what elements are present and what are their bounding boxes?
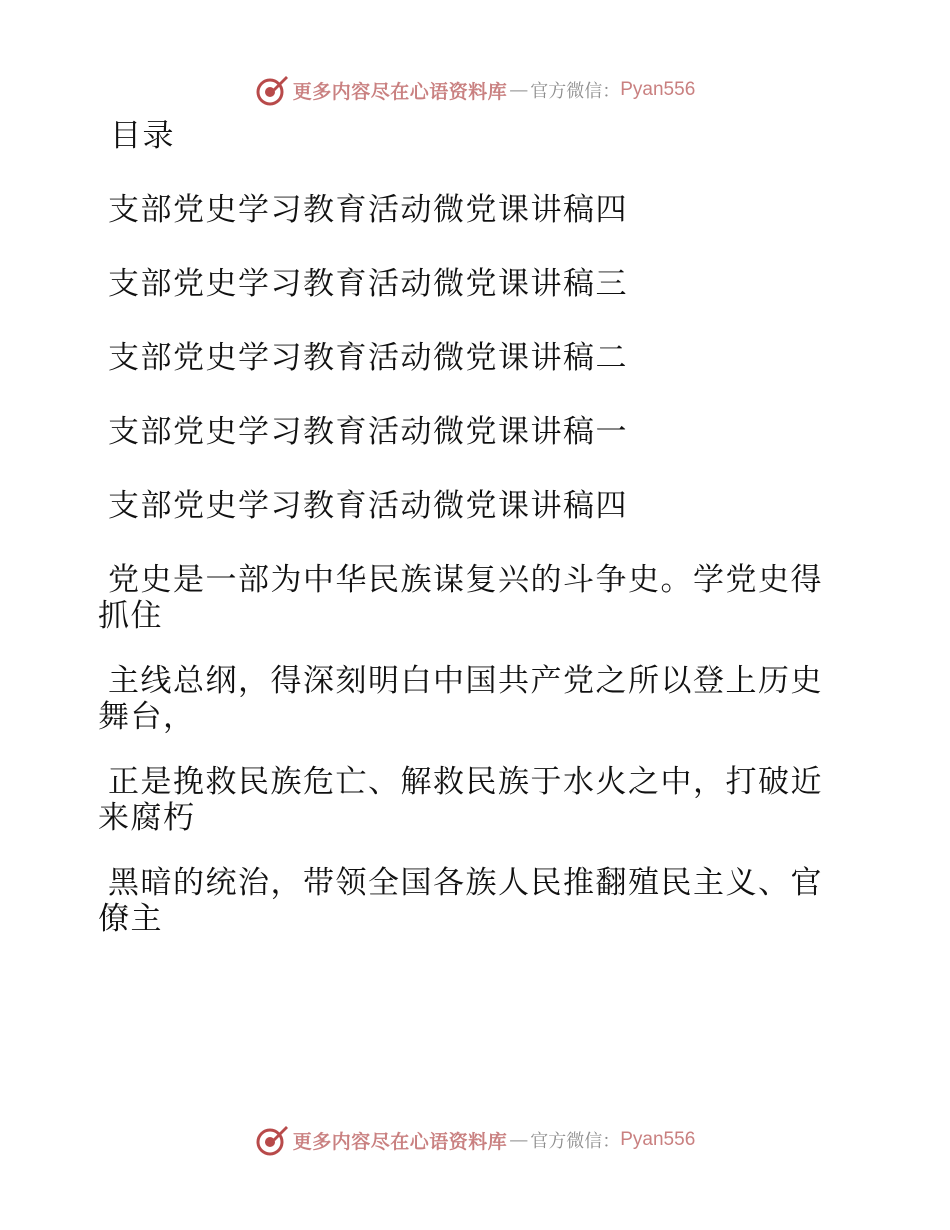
watermark-separator: — (509, 1129, 529, 1151)
document-body (98, 118, 838, 937)
toc-item: 支部党史学习教育活动微党课讲稿三 (108, 266, 628, 302)
body-paragraph: 黑暗的统治，带领全国各族人民推翻殖民主义、官僚主 (98, 865, 823, 937)
toc-title: 目录 (110, 118, 175, 154)
body-paragraph: 党史是一部为中华民族谋复兴的斗争史。学党史得抓住 (98, 562, 823, 634)
body-paragraph: 主线总纲，得深刻明白中国共产党之所以登上历史舞台， (98, 663, 823, 735)
toc-item: 支部党史学习教育活动微党课讲稿二 (108, 340, 628, 376)
toc-item: 支部党史学习教育活动微党课讲稿四 (108, 192, 628, 228)
watermark-wechat-id: Pyan556 (620, 1129, 696, 1150)
header-watermark (0, 70, 950, 110)
watermark-wechat-label: 官方微信： (530, 81, 621, 102)
footer-watermark (0, 1120, 950, 1160)
pen-logo-icon (255, 1123, 289, 1157)
pen-logo-icon (255, 73, 289, 107)
body-paragraph: 正是挽救民族危亡、解救民族于水火之中，打破近来腐朽 (98, 764, 823, 836)
toc-item: 支部党史学习教育活动微党课讲稿一 (108, 414, 628, 450)
watermark-text: 更多内容尽在心语资料库 (292, 1130, 508, 1153)
watermark-text: 更多内容尽在心语资料库 (292, 80, 508, 103)
watermark-wechat-id: Pyan556 (620, 79, 696, 100)
watermark-wechat-label: 官方微信： (530, 1131, 621, 1152)
watermark-separator: — (509, 79, 529, 101)
toc-item: 支部党史学习教育活动微党课讲稿四 (108, 488, 628, 524)
